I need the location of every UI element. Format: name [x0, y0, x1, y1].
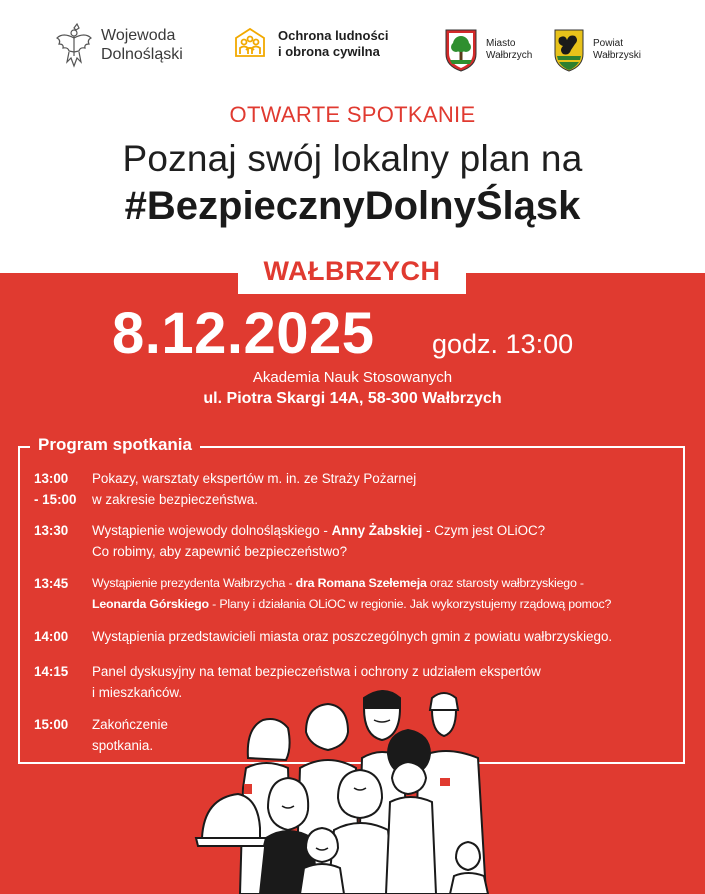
- program-desc-text: - Czym jest OLiOC?: [422, 523, 546, 538]
- powiat-line1: Powiat: [593, 38, 624, 49]
- powiat-line2: Wałbrzyski: [593, 50, 641, 61]
- program-desc-line: w zakresie bezpieczeństwa.: [92, 492, 258, 507]
- logo-olioc: [232, 26, 389, 62]
- program-time: 15:00: [34, 717, 69, 732]
- program-desc-text: Wystąpienie prezydenta Wałbrzycha -: [92, 576, 296, 590]
- wojewoda-line1: Wojewoda: [101, 27, 176, 44]
- olioc-emblem-icon: [232, 26, 268, 62]
- logo-miasto-walbrzych: [444, 28, 532, 72]
- logo-wojewoda: [55, 22, 183, 68]
- program-desc-text: oraz starosty wałbrzyskiego -: [426, 576, 584, 590]
- program-time: 14:00: [34, 629, 69, 644]
- miasto-line2: Wałbrzych: [486, 50, 533, 61]
- program-desc-line: Panel dyskusyjny na temat bezpieczeństwa i ochrony z udziałem ekspertów: [92, 664, 541, 679]
- olioc-line1: Ochrona ludności: [278, 28, 389, 43]
- hashtag: #BezpiecznyDolnyŚląsk: [124, 184, 581, 228]
- program-time: 13:30: [34, 523, 69, 538]
- speaker-name: Leonarda Górskiego: [92, 597, 209, 611]
- program-time: 13:45: [34, 576, 69, 591]
- city-label-box: [238, 248, 466, 294]
- program-desc-line: spotkania.: [92, 738, 154, 753]
- event-hour: godz. 13:00: [432, 329, 574, 359]
- headline: Poznaj swój lokalny plan na: [122, 138, 583, 179]
- event-venue: Akademia Nauk Stosowanych: [252, 369, 453, 386]
- program-desc-line: Zakończenie: [92, 717, 168, 732]
- program-time-start: 13:00: [34, 471, 69, 486]
- program-desc-text: - Plany i działania OLiOC w regionie. Jak wykorzystujemy rządową pomoc?: [208, 597, 612, 611]
- event-date: 8.12.2025: [112, 301, 375, 366]
- wojewoda-line2: Dolnośląski: [101, 46, 183, 63]
- walbrzych-city-crest-icon: [444, 28, 478, 72]
- program-time-end: - 15:00: [34, 492, 77, 507]
- speaker-name: Anny Żabskiej: [331, 523, 423, 538]
- eagle-emblem-icon: [55, 22, 93, 68]
- logo-powiat-walbrzyski: [553, 28, 641, 72]
- city-name: WAŁBRZYCH: [263, 255, 441, 286]
- speaker-name: dra Romana Szełemeja: [295, 576, 427, 590]
- program-time: 14:15: [34, 664, 69, 679]
- program-desc-line: Wystąpienia przedstawicieli miasta oraz poszczególnych gmin z powiatu wałbrzyskiego.: [92, 629, 613, 644]
- program-desc-line: Pokazy, warsztaty ekspertów m. in. ze Straży Pożarnej: [92, 471, 417, 486]
- program-desc-text: Wystąpienie wojewody dolnośląskiego -: [92, 523, 332, 538]
- olioc-line2: i obrona cywilna: [278, 44, 380, 59]
- people-group-illustration: [188, 688, 518, 894]
- event-kicker: OTWARTE SPOTKANIE: [229, 102, 476, 127]
- program-desc-line: i mieszkańców.: [92, 685, 183, 700]
- event-address: ul. Piotra Skargi 14A, 58-300 Wałbrzych: [203, 390, 502, 407]
- program-title: Program spotkania: [38, 435, 192, 454]
- miasto-line1: Miasto: [486, 38, 516, 49]
- walbrzych-county-crest-icon: [553, 28, 585, 72]
- program-desc-line: Co robimy, aby zapewnić bezpieczeństwo?: [92, 544, 348, 559]
